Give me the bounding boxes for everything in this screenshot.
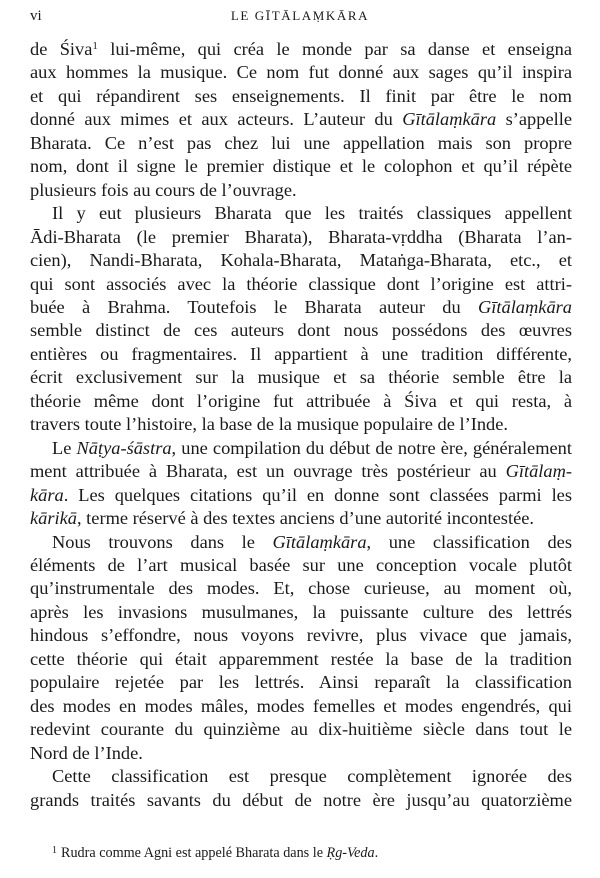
text-line: grands traités savants du début de notre ère jusqu’au quatorzième: [30, 789, 572, 810]
footnote-mark: 1: [52, 845, 57, 856]
footnote-text: Rudra comme Agni est appelé Bharata dans le: [61, 845, 327, 861]
paragraph-1: [30, 38, 572, 202]
text-line: qui sont associés avec la théorie classique dont l’origine est attri-: [30, 273, 572, 294]
footnote-reference: 1: [92, 40, 98, 52]
italic-term: kārikā: [30, 508, 77, 529]
paragraph-4: [30, 531, 572, 766]
text-run: buée à Brahma. Toutefois le Bharata auteur du: [30, 296, 478, 317]
running-head: [30, 8, 570, 28]
text-run: de Śiva: [30, 39, 93, 59]
text-line: écrit exclusivement sur la musique et sa théorie semble être la: [30, 367, 572, 388]
text-line: [30, 460, 572, 483]
italic-title: Gītālaṃ-: [505, 461, 572, 482]
text-run: s’appelle: [496, 109, 572, 130]
text-run: lui-même, qui créa le monde par sa danse et enseigna: [97, 39, 572, 59]
text-run: donné aux mimes et aux acteurs. L’auteur du: [30, 109, 403, 130]
body-text: [30, 38, 572, 812]
text-line: populaire rejetée par les lettrés. Ainsi reparaît la classification: [30, 672, 572, 693]
footnote-source: Ṛg-Veda: [326, 845, 375, 861]
text-line: Nord de l’Inde.: [30, 742, 143, 763]
text-line: [30, 296, 572, 319]
text-run: , terme réservé à des textes anciens d’une autorité incontestée.: [76, 508, 534, 529]
text-run: , une classification des: [366, 531, 572, 552]
italic-title: Nāṭya-śāstra: [76, 437, 172, 458]
italic-title: Gītālaṃkāra: [272, 531, 367, 552]
text-line: après les invasions musulmanes, la puissante culture des lettrés: [30, 601, 572, 622]
text-line: et qui répandirent ses enseignements. Il finit par être le nom: [30, 85, 572, 106]
italic-title: Gītālaṃkāra: [402, 109, 497, 130]
text-line: [30, 38, 572, 61]
text-line: redevint courante du quinzième au dix-huitième siècle dans tout le: [30, 719, 572, 740]
text-line: [30, 437, 572, 460]
text-line: des modes en modes mâles, modes femelles et modes engendrés, qui: [30, 695, 572, 716]
text-line: cette théorie qui était apparemment restée la base de la tradition: [30, 648, 572, 669]
text-line: [30, 108, 572, 131]
text-line: éléments de l’art musical basée sur une conception vocale plutôt: [30, 554, 572, 575]
text-line: théorie même dont l’origine fut attribuée à Śiva et qui resta, à: [30, 390, 572, 411]
text-line: plusieurs fois au cours de l’ouvrage.: [30, 179, 297, 200]
text-line: nom, dont il signe le premier distique et le colophon et qu’il répète: [30, 156, 572, 177]
text-run: Nous trouvons dans le: [52, 531, 273, 552]
text-line: aux hommes la musique. Ce nom fut donné aux sages qu’il inspira: [30, 62, 572, 83]
running-title: LE GĪTĀLAṂKĀRA: [230, 8, 370, 23]
text-line: hindous s’effondre, nous voyons revivre, plus vivace que jamais,: [30, 625, 572, 646]
text-line: entières ou fragmentaires. Il appartient à une tradition différente,: [30, 343, 572, 364]
text-line: Il y eut plusieurs Bharata que les traités classiques appellent: [52, 203, 572, 224]
footnote-end: .: [374, 845, 379, 861]
footnote: [52, 842, 570, 862]
paragraph-5: [30, 765, 572, 812]
text-line: Ādi-Bharata (le premier Bharata), Bharata-vṛddha (Bharata l’an-: [30, 226, 572, 247]
text-line: [30, 507, 572, 530]
text-line: [30, 484, 572, 507]
text-line: Bharata. Ce n’est pas chez lui une appellation mais son propre: [30, 132, 572, 153]
text-line: qu’instrumentale des modes. Et, chose curieuse, au moment où,: [30, 578, 572, 599]
text-line: travers toute l’histoire, la base de la musique populaire de l’Inde.: [30, 414, 508, 435]
paragraph-3: [30, 437, 572, 531]
italic-title: kāra: [30, 484, 64, 505]
paragraph-2: [30, 202, 572, 437]
text-line: cien), Nandi-Bharata, Kohala-Bharata, Mataṅga-Bharata, etc., et: [30, 250, 572, 271]
text-line: [30, 531, 572, 554]
text-run: ment attribuée à Bharata, est un ouvrage très postérieur au: [30, 461, 506, 482]
text-line: semble distinct de ces auteurs dont nous possédons des œuvres: [30, 320, 572, 341]
text-run: , une compilation du début de notre ère, généralement: [171, 437, 572, 458]
italic-title: Gītālaṃkāra: [478, 296, 572, 317]
text-line: Cette classification est presque complètement ignorée des: [52, 766, 572, 787]
page-number: vi: [30, 8, 42, 24]
text-run: Le: [52, 437, 77, 458]
text-run: . Les quelques citations qu’il en donne sont classées parmi les: [63, 484, 572, 505]
